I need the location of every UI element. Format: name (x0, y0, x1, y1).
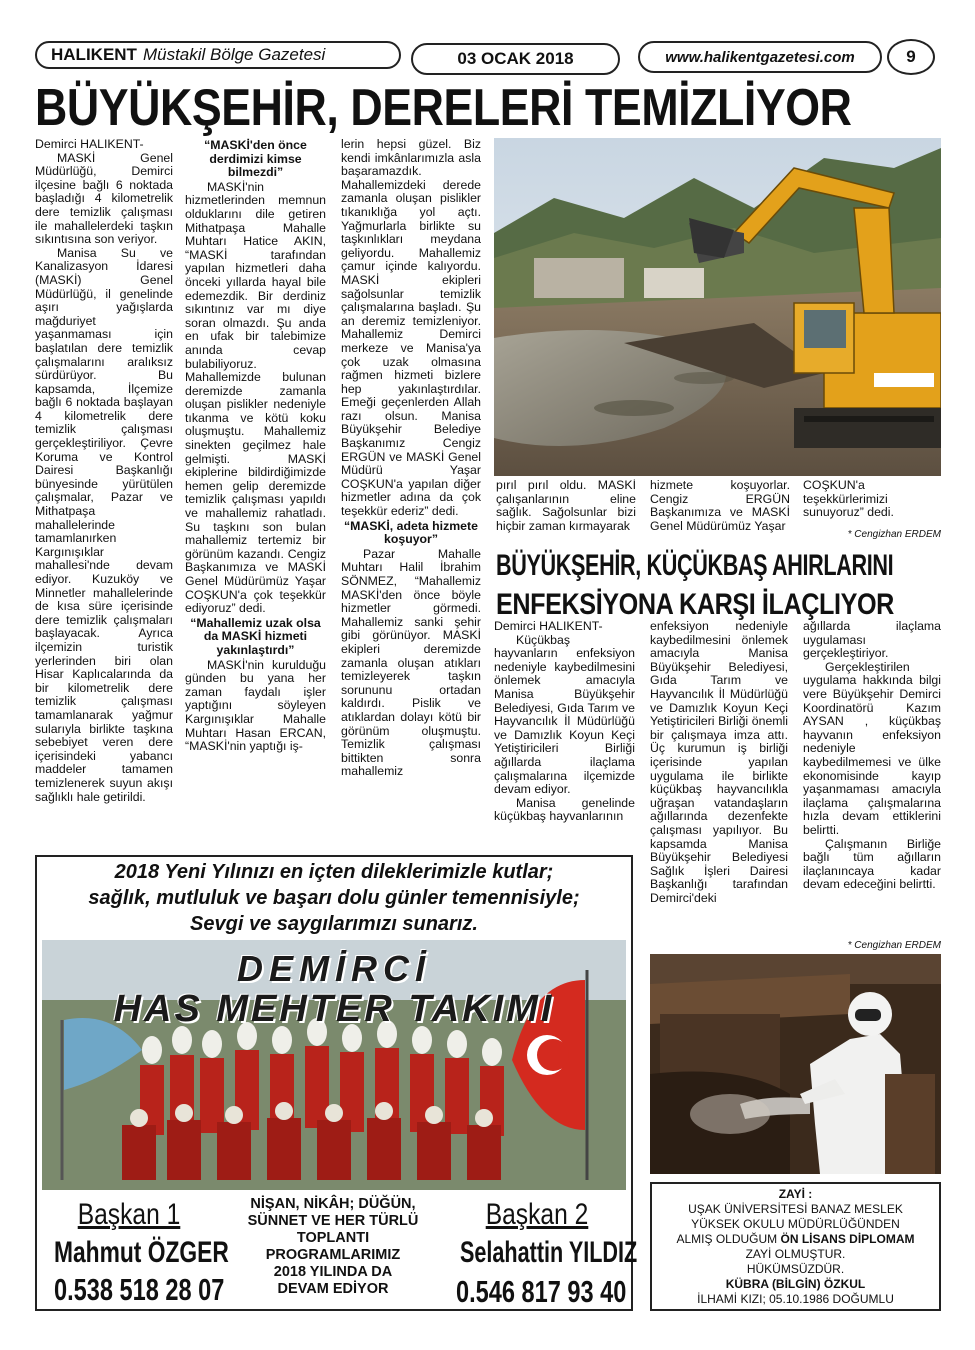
article1-paragraph: Manisa Su ve Kanalizasyon İdaresi (MASKİ) Genel Müdürlüğü, il genelinde aşırı yağışlarda mağduriyet yaşanmaması için başlatılan dere temizlik çalışmalarını aralıksız sürdürüyor. Bu kapsamda, İlçemize bağlı 6 noktada başlayan 4 kilometrelik dere temizlik çalışması gerçekleştiriliyor. Çevre Koruma ve Kontrol Dairesi Başkanlığı bünyesinde yürütülen çalışmalar, Pazar ve Mithatpaşa mahallelerinde tamamlanırken Kargınışıklar mahallesi'nde devam ediyor. Kuzuköy ve Minnetler mahallelerinde de kısa süre içerisinde dere temizlik çalışmaları başlayacak. Ayrıca ilçemizin turistik yerlerinden biri olan Hisar Kaplıcalarında da bir kilometrelik dere temizlik çalışması tamamlanarak yağmur sularıyla birlikte taşkına sebebiyet veren dere içerisindeki yabancı maddeler tamamen temizlenerek suyun akışı sağlıklı hale getirildi. (35, 245, 173, 804)
notice-line (652, 1232, 939, 1247)
article1-paragraph: pırıl pırıl oldu. MASKİ çalışanlarının eline sağlık. Sağolsunlar bizi hiçbir zaman kırmayarak (496, 479, 636, 533)
article2-paragraph: Gerçekleştirilen uygulama hakkında bilgi vere Büyükşehir Demirci Koordinatörü Kazım AYSAN , küçükbaş hayvanın enfeksiyon nedeniyle kaybedilmemesi ve ülke ekonomisinde kayıp yaşanmaması amacıyla ilaçlama çalışmalarına hızla devam ettiklerini belirtti. (803, 659, 941, 837)
article1-subheading: “MASKİ, adeta hizmete koşuyor” (344, 518, 478, 547)
article1-col1 (35, 138, 173, 850)
article1-credit: * Cengizhan ERDEM (847, 528, 941, 539)
notice-line: YÜKSEK OKULU MÜDÜRLÜĞÜNDEN (691, 1217, 900, 1231)
article1-subheading: “MASKİ'den önce derdimizi kimse bilmezdi” (204, 138, 307, 180)
notice-diploma: ÖN LİSANS DİPLOMAM (780, 1232, 915, 1246)
ad-center-line: 2018 YILINDA DA (273, 1264, 393, 1280)
article2-paragraph: enfeksiyon nedeniyle kaybedilmesini önlemek amacıyla Manisa Büyükşehir Belediyesi, Gıda Tarım ve Hayvancılık İl Müdürlüğü ve Damızlık Koyun Keçi Yetiştiricileri Birliği önemli bir çalışmaya imza attı. Üç kurumun iş birliği içerisinde yapılan uygulama ile birlikte küçükbaş hayvancılıkla uğraşan vatandaşların ağıllarında dezenfekte çalışması yapılıyor. Bu kapsamda Manisa Büyükşehir Belediyesi Sağlık İşleri Dairesi Başkanlığı tarafından Demirci'deki (650, 620, 788, 905)
article1-paragraph: hizmete koşuyorlar. Cengiz ERGÜN Başkanımıza ve MASKİ Genel Müdürümüz Yaşar (650, 479, 790, 533)
article2-headline-line2: ENFEKSİYONA KARŞI İLAÇLIYOR (496, 588, 894, 621)
ad-left-name: Mahmut ÖZGER (54, 1236, 229, 1269)
article2-headline-line1: BÜYÜKŞEHİR, KÜÇÜKBAŞ AHIRLARINI (496, 549, 894, 582)
article2-paragraph: Manisa genelinde küçükbaş hayvanlarının (494, 795, 635, 824)
ad-center-line: PROGRAMLARIMIZ (265, 1247, 401, 1263)
page-number: 9 (887, 39, 935, 75)
disinfection-photo (650, 954, 941, 1174)
article1-paragraph: Pazar Mahalle Muhtarı Halil İbrahim SÖNMEZ, “Mahallemiz MASKİ'den önce böyle hizmetler görmedi. Mahallemiz sanki şehir gibi görünüyor. MASKİ ekipleri deremizde zamanla oluşan atıkları temizleyerek taşkın sorununu ortadan kaldırdı. Pislik ve atıklardan dolayı kötü bir görünüm oluşmuştu. Temizlik çalışması bittikten sonra mahallemiz (341, 546, 481, 779)
ad-right-phone: 0.546 817 93 40 (456, 1274, 627, 1309)
article1-paragraph: MASKİ'nin hizmetlerinden memnun olduklarını dile getiren Mithatpaşa Mahalle Muhtarı Hatice AKIN, “MASKİ tarafından yapılan hizmetleri daha önceki yıllarda hayal bile edemezdik. Bir derdiniz sıkıntınız var mı diye soran olmazdı. Şu anda en ufak bir talebimize anında cevap bulabiliyoruz. Mahallemizde bulunan deremizde zamanla oluşan pislikler nedeniyle tıkanma ve kötü koku oluşmuştu. Mahallemiz sinekten geçilmez hale gelmişti. MASKİ ekiplerine bildirdiğimizde hemen gelip deremizde temizlik çalışması yapıldı ve mahallemiz rahatladı. Su taşkını son bulan mahallemiz tertemiz bir görünüm kazandı. Cengiz Başkanımıza ve MASKİ Genel Müdürümüz Yaşar COŞKUN'a çok teşekkür ediyoruz” dedi. (185, 179, 326, 616)
article1-col2 (185, 138, 326, 850)
masthead-name-pill (35, 41, 401, 69)
article2-dateline: Demirci HALIKENT- (494, 620, 603, 633)
ad-center-text (222, 1196, 444, 1298)
article2-col2 (650, 620, 788, 950)
article2-paragraph: ağıllarda ilaçlama uygulaması gerçekleştiriyor. (803, 620, 941, 661)
article1-dateline: Demirci HALIKENT- (35, 138, 144, 151)
article1-paragraph: lerin hepsi güzel. Biz kendi imkânlarımızla asla başaramazdık. Mahallemizdeki derede zamanla oluşan pislikler tıkanıklığa yol açtı. Yağmurlarla birlikte su taşkınlıkları meydana geliyordu. Mahallemiz çamur içinde kalıyordu. MASKİ ekipleri sağolsunlar temizlik çalışmalarına başladı. Şu an deremiz temizleniyor. Mahallemiz Demirci merkeze ve Manisa'ya çok uzak olmasına rağmen hizmeti bizlere hep yakınlaştırdılar. Emeği geçenlerden Allah razı olsun. Manisa Büyükşehir Belediye Başkanımız Cengiz ERGÜN ve MASKİ Genel Müdürü Yaşar COŞKUN'a yapılan diğer hizmetler adına da çok teşekkür ederiz” dedi. (341, 138, 481, 519)
notice-parent: İLHAMİ KIZI; 05.10.1986 DOĞUMLU (697, 1292, 894, 1306)
article2-paragraph: Çalışmanın Birliğe bağlı tüm ağılların ilaçlanıncaya kadar devam edeceğini belirtti. (803, 836, 941, 892)
notice-line: ZAYİ OLMUŞTUR. (745, 1247, 846, 1261)
article2-credit: * Cengizhan ERDEM (847, 940, 941, 951)
paper-subtitle: Müstakil Bölge Gazetesi (142, 45, 326, 64)
ad-left-role: Başkan 1 (77, 1198, 181, 1231)
paper-name: HALIKENT (51, 45, 137, 64)
article1-paragraph: MASKİ Genel Müdürlüğü, Demirci ilçesine bağlı 6 noktada başladığı 4 kilometrelik dere temizlik çalışması ile mahallelerdeki taşkın sıkıntısına son veriyor. (35, 150, 173, 247)
article2-col3 (803, 620, 941, 935)
notice-name: KÜBRA (BİLGİN) ÖZKUL (725, 1277, 866, 1291)
notice-text: ALMIŞ OLDUĞUM (676, 1232, 781, 1246)
notice-line: HÜKÜMSÜZDÜR. (746, 1262, 845, 1276)
ad-center-line: TOPLANTI (296, 1230, 370, 1246)
article2-col1 (494, 620, 635, 852)
notice-line: UŞAK ÜNİVERSİTESİ BANAZ MESLEK (688, 1202, 903, 1216)
excavator-photo (494, 138, 941, 476)
ad-left-phone: 0.538 518 28 07 (54, 1272, 225, 1307)
article1-paragraph: MASKİ'nin kurulduğu günden bu yana her zaman faydalı işler yaptığını söyleyen Kargınışıklar Mahalle Muhtarı Hasan ERCAN, “MASKİ'nin yaptığı iş- (185, 657, 326, 754)
excavator-illustration (494, 138, 941, 476)
website-url: www.halikentgazetesi.com (638, 41, 882, 73)
ad-center-line: NİŞAN, NİKÂH; DÜĞÜN, (250, 1196, 416, 1212)
ad-right-name: Selahattin YILDIZ (460, 1236, 638, 1269)
notice-title: ZAYİ : (778, 1187, 813, 1201)
ad-right-role: Başkan 2 (485, 1198, 589, 1231)
article2-paragraph: Küçükbaş hayvanların enfeksiyon nedeniyle kaybedilmesini önlemek amacıyla Manisa Büyükşehir Belediyesi, Gıda Tarım ve Hayvancılık İl Müdürlüğü ve Damızlık Koyun Keçi Yetiştiricileri Birliği ağıllarda ilaçlama çalışmalarına ilçemizde devam ediyor. (494, 632, 635, 797)
article1-headline: BÜYÜKŞEHİR, DERELERİ TEMİZLİYOR (35, 79, 852, 137)
article1-col6 (803, 479, 941, 539)
ad-greeting-line1: 2018 Yeni Yılınızı en içten dileklerimizle kutlar; (114, 861, 554, 883)
article1-col3 (341, 138, 481, 850)
article1-paragraph: COŞKUN'a teşekkürlerimizi sunuyoruz” dedi. (803, 479, 894, 520)
lost-document-notice (650, 1182, 941, 1311)
ad-title-demirci: DEMİRCİ (237, 948, 431, 989)
issue-date: 03 OCAK 2018 (411, 43, 620, 75)
ad-title-mehter: HAS MEHTER TAKIMI (113, 988, 555, 1030)
ad-center-line: DEVAM EDİYOR (277, 1281, 389, 1297)
ad-center-line: SÜNNET VE HER TÜRLÜ (247, 1213, 419, 1229)
article1-col4 (496, 479, 636, 539)
disinfection-illustration (650, 954, 941, 1174)
article1-subheading: “Mahallemiz uzak olsa da MASKİ hizmeti yakınlaştırdı” (190, 615, 321, 657)
ad-greeting-line3: Sevgi ve saygılarımızı sunarız. (190, 913, 478, 935)
article1-col5 (650, 479, 790, 539)
ad-greeting-line2: sağlık, mutluluk ve başarı dolu günler temennisiyle; (88, 887, 580, 909)
